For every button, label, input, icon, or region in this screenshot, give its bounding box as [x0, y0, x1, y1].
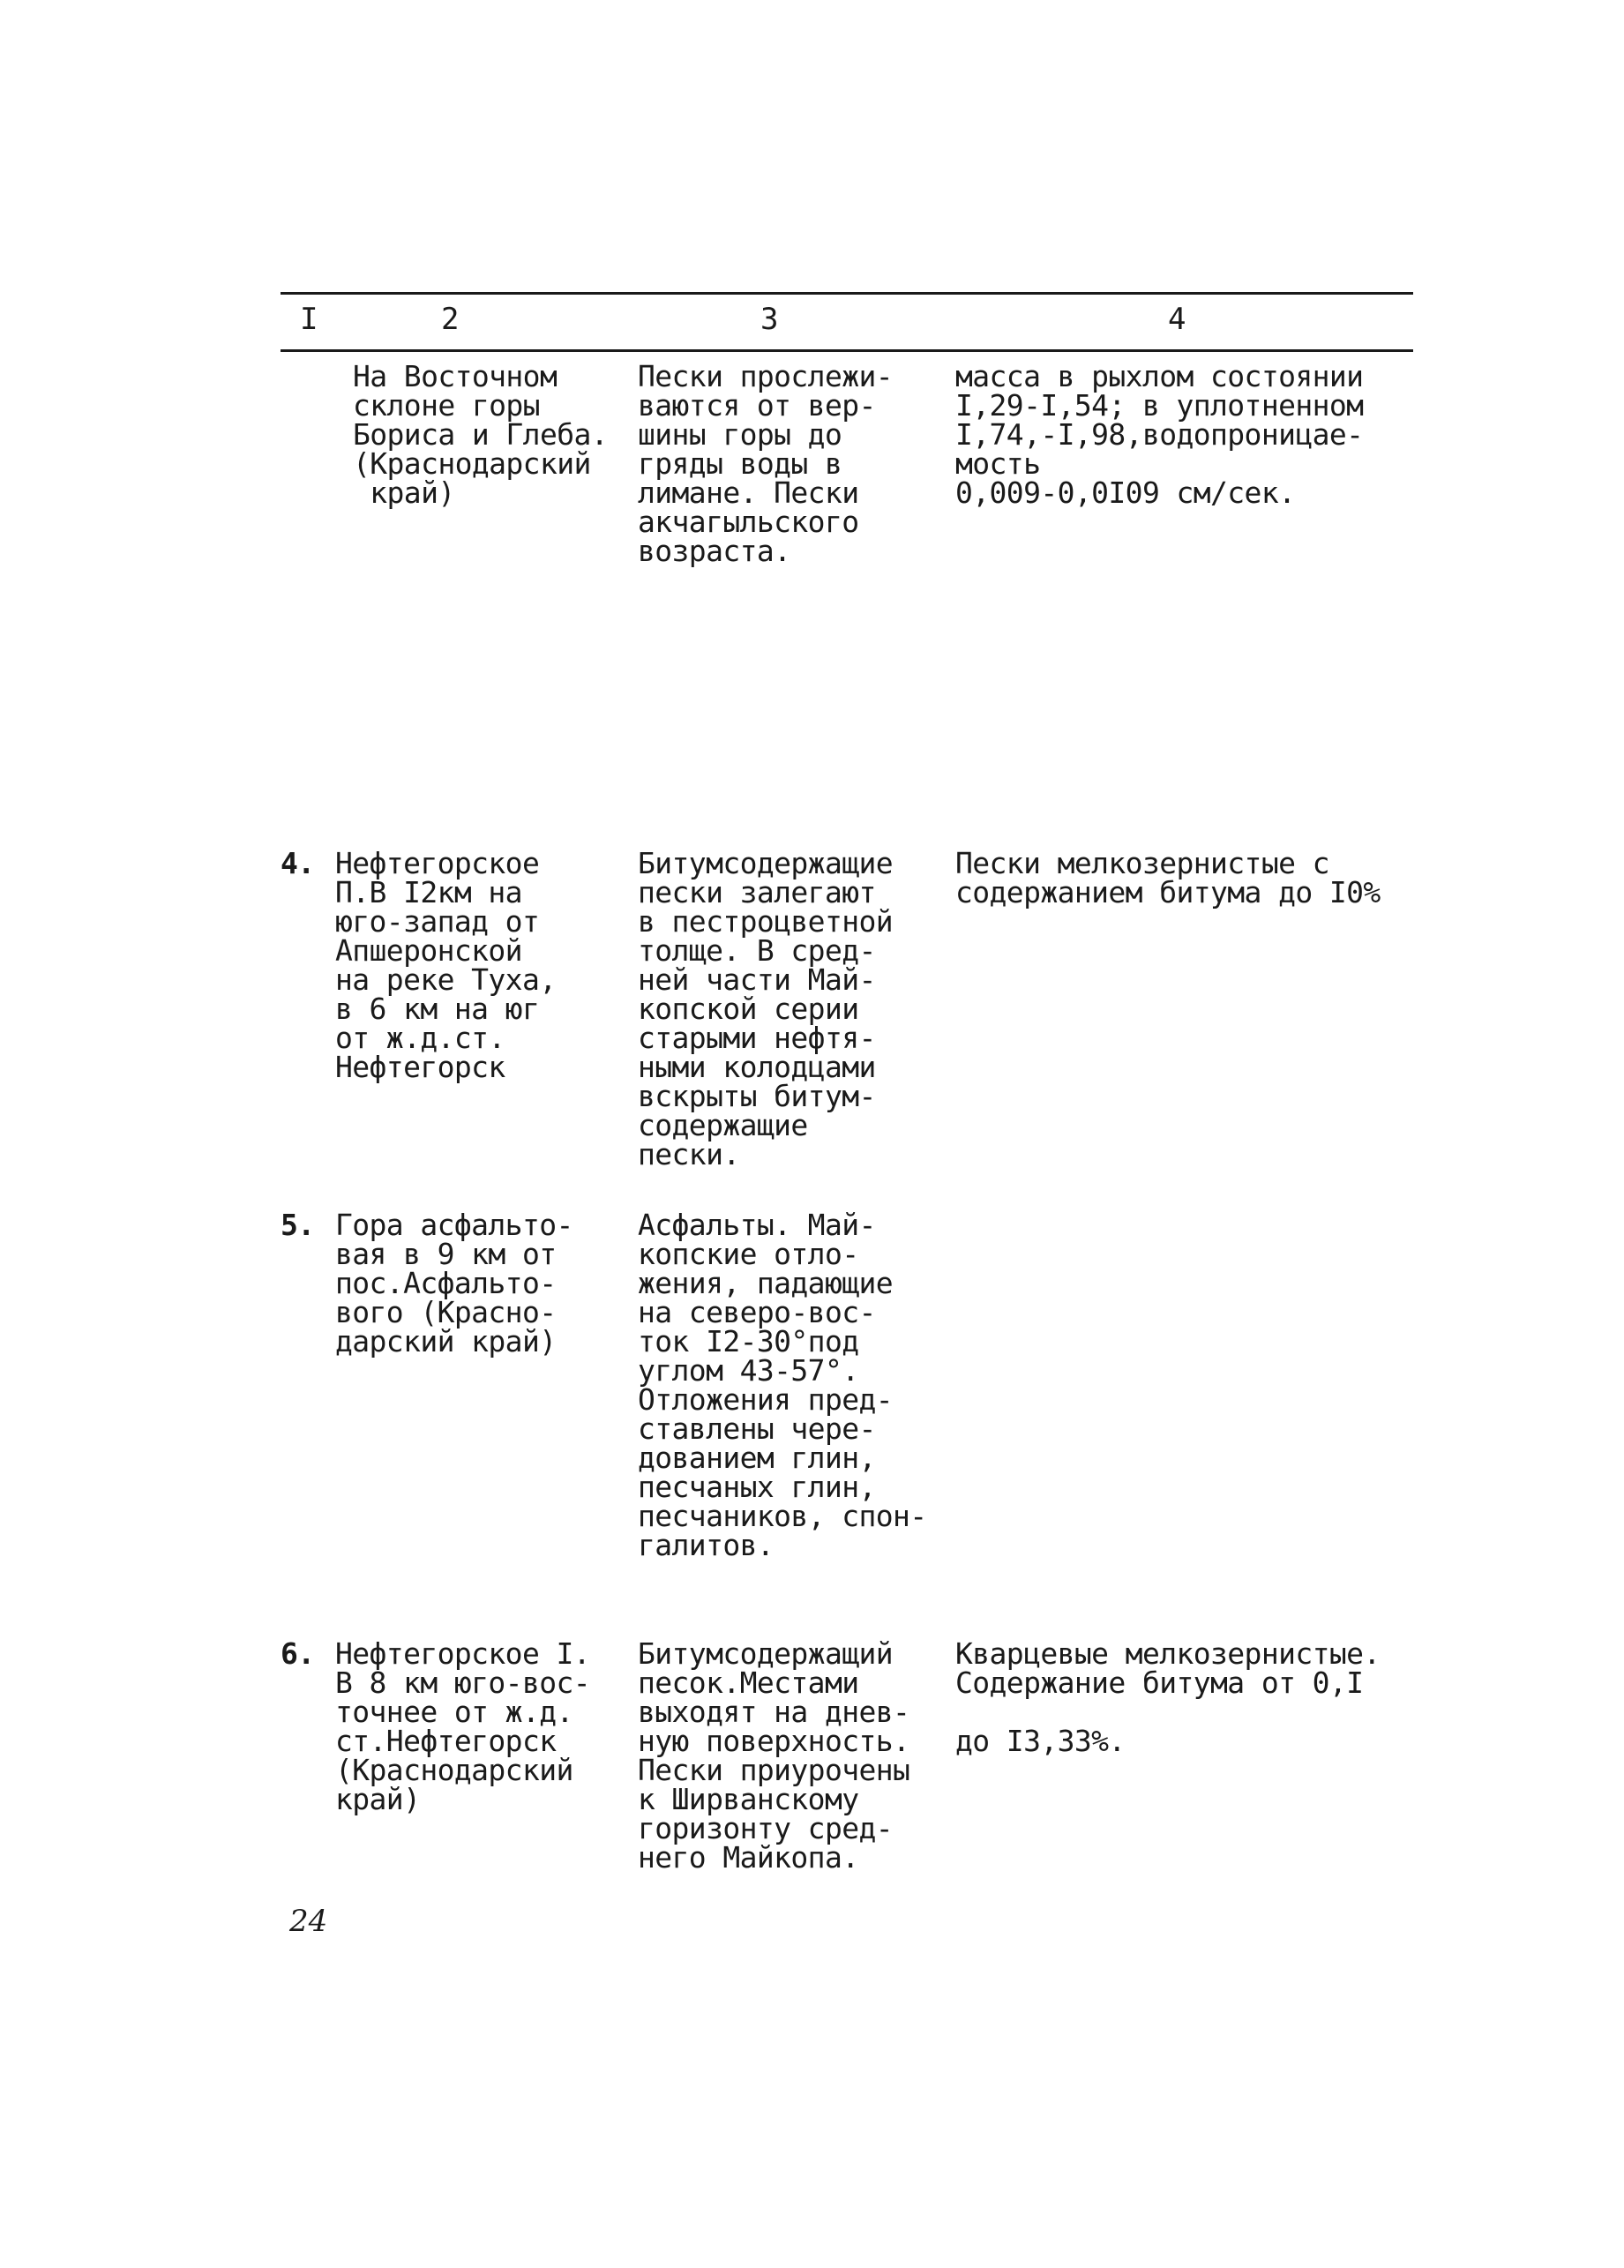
- column-header-1: I: [300, 302, 318, 337]
- row-4-description: Битумсодержащие пески залегают в пестроцветной толще. В сред- ней части Май- копской серии старыми нефтя- ными колодцами вскрыты битум- содержащие пески.: [638, 846, 894, 1171]
- row-4-number: 4.: [281, 846, 315, 880]
- row-6-location: Нефтегорское I. В 8 км юго-вос- точнее от ж.д. ст.Нефтегорск (Краснодарский край): [335, 1636, 591, 1816]
- row-5-location: Гора асфальто- вая в 9 км от пос.Асфальто- вого (Красно- дарский край): [335, 1208, 573, 1359]
- column-header-2: 2: [441, 302, 460, 337]
- row-5-description: Асфальты. Май- копские отло- жения, падающие на северо-вос- ток I2-30°под углом 43-57°. Отложения пред- ставлены чере- дованием глин, песчаных глин, песчаников, спон- галитов.: [638, 1208, 927, 1562]
- row-1-characteristics: масса в рыхлом состоянии I,29-I,54; в уплотненном I,74,-I,98,водопроницае- мость 0,009-0,0I09 см/сек.: [955, 359, 1364, 510]
- row-6-number: 6.: [281, 1636, 315, 1671]
- column-header-3: 3: [760, 302, 779, 337]
- column-header-4: 4: [1168, 302, 1186, 337]
- row-1-description: Пески прослежи- ваются от вер- шины горы до гряды воды в лимане. Пески акчагыльского возраста.: [638, 359, 894, 568]
- row-4-location: Нефтегорское П.В I2км на юго-запад от Апшеронской на реке Туха, в 6 км на юг от ж.д.ст. Нефтегорск: [335, 846, 557, 1084]
- row-6-characteristics: Кварцевые мелкозернистые. Содержание битума от 0,I до I3,33%.: [955, 1636, 1381, 1758]
- row-5-number: 5.: [281, 1208, 315, 1242]
- row-4-characteristics: Пески мелкозернистые с содержанием битума до I0%: [955, 846, 1381, 909]
- table-header-rule: [281, 349, 1413, 352]
- row-6-description: Битумсодержащий песок.Местами выходят на днев- ную поверхность. Пески приурочены к Ширванскому горизонту сред- него Майкопа.: [638, 1636, 910, 1875]
- page-number: 24: [289, 1904, 328, 1939]
- table-top-rule: [281, 292, 1413, 295]
- row-1-location: На Восточном склоне горы Бориса и Глеба. (Краснодарский край): [353, 359, 609, 510]
